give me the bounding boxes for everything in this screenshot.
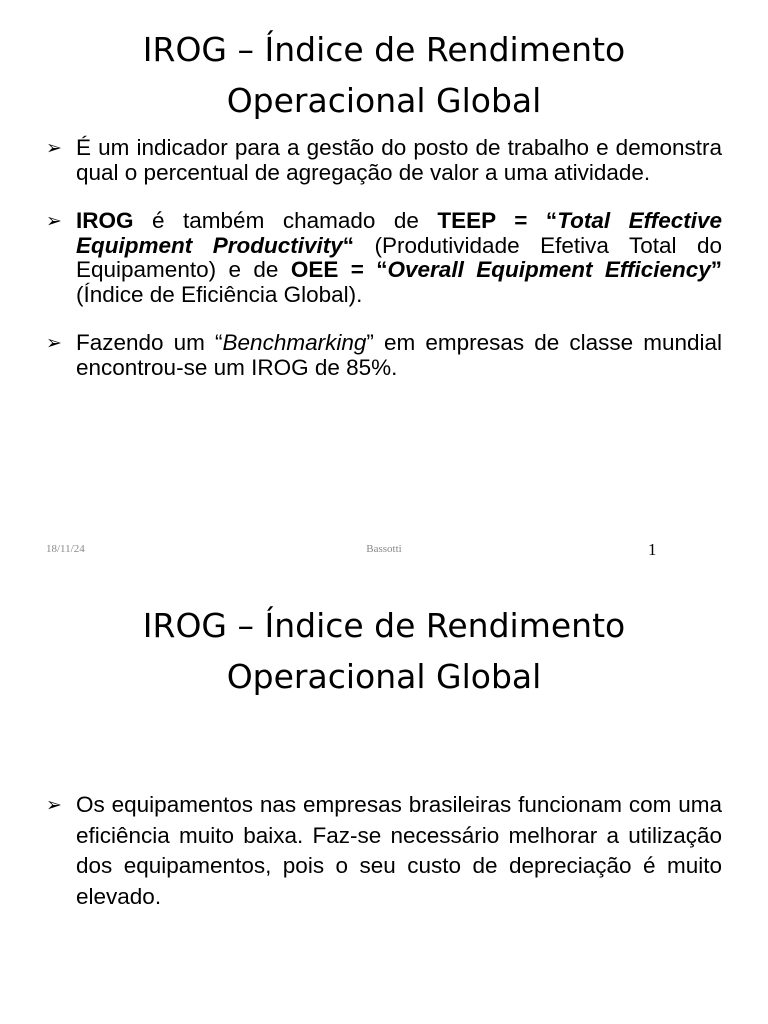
arrow-right-icon: ➢ [46, 332, 62, 354]
term-teep: TEEP = “ [437, 208, 558, 233]
title-line-2: Operacional Global [226, 81, 542, 120]
title-line-1: IROG – Índice de Rendimento [142, 606, 626, 645]
bullet-list [46, 136, 722, 404]
bullet-text: É um indicador para a gestão do posto de trabalho e demonstra qual o percentual de agregação de valor a uma atividade. [76, 135, 722, 185]
arrow-right-icon: ➢ [46, 137, 62, 159]
bullet-text: ” em empresas de classe mundial encontrou-se um IROG de 85%. [76, 330, 723, 380]
term-oee-expansion: Overall Equipment Efficiency [387, 257, 711, 282]
slide-title [40, 600, 728, 702]
bullet-item [46, 209, 722, 307]
quote-mark: “ [342, 232, 355, 258]
title-line-1: IROG – Índice de Rendimento [142, 30, 626, 69]
term-oee: OEE = “ [290, 257, 388, 282]
slide-title [40, 24, 728, 126]
bullet-text: Fazendo um “ [76, 330, 223, 355]
term-teep-expansion: Total Effective Equipment Productivity [76, 208, 722, 258]
bullet-text: (Índice de Eficiência Global). [76, 281, 363, 307]
footer-date: 18/11/24 [46, 543, 85, 555]
bullet-list [46, 790, 722, 912]
bullet-item [46, 136, 722, 185]
slide-2 [0, 576, 768, 1024]
arrow-right-icon: ➢ [46, 210, 62, 232]
bullet-item [46, 331, 722, 380]
bullet-text: Os equipamentos nas empresas brasileiras funcionam com uma eficiência muito baixa. Faz-se necessário melhorar a utilização dos equipamentos, pois o seu custo de depreciação é muito elevado. [76, 792, 722, 909]
term-irog: IROG [76, 208, 134, 233]
footer-author: Bassotti [366, 543, 402, 555]
footer-page-number: 1 [648, 540, 657, 559]
arrow-right-icon: ➢ [46, 794, 62, 816]
title-line-2: Operacional Global [226, 657, 542, 696]
bullet-text: é também chamado de [133, 208, 438, 233]
bullet-text: (Produtividade Efetiva Total do Equipamento) e de [76, 232, 722, 282]
quote-mark: ” [710, 257, 722, 282]
term-benchmarking: Benchmarking [222, 330, 367, 355]
bullet-item [46, 790, 722, 912]
